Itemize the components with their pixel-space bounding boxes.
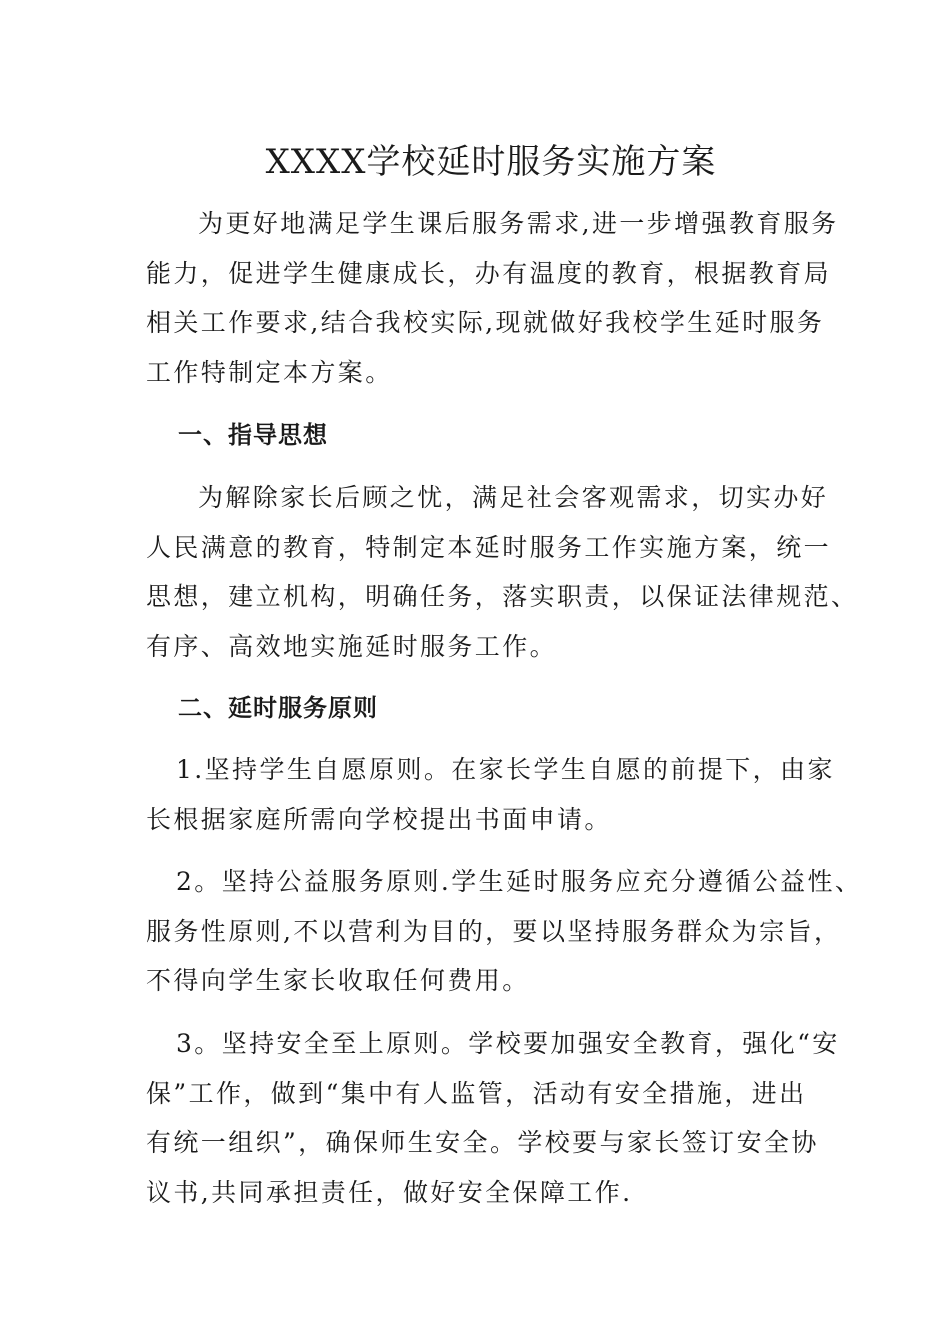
paragraph-line: 3。坚持安全至上原则。学校要加强安全教育，强化“安 (176, 1029, 840, 1058)
intro-paragraph (146, 199, 839, 397)
principle-item-1 (146, 745, 835, 844)
paragraph-line: 人民满意的教育，特制定本延时服务工作实施方案，统一 (146, 532, 832, 562)
paragraph-line: 长根据家庭所需向学校提出书面申请。 (146, 804, 612, 834)
paragraph-line: 议书,共同承担责任，做好安全保障工作. (146, 1177, 633, 1207)
paragraph-line: 保”工作，做到“集中有人监管，活动有安全措施，进出 (146, 1078, 807, 1108)
principle-item-2 (146, 857, 863, 1006)
paragraph-line: 不得向学生家长收取任何费用。 (146, 966, 530, 996)
section-heading-guiding-ideology: 一、指导思想 (178, 421, 328, 449)
paragraph-line: 有序、高效地实施延时服务工作。 (146, 631, 558, 661)
paragraph-line: 为更好地满足学生课后服务需求,进一步增强教育服务 (198, 209, 839, 238)
guiding-ideology-paragraph (146, 473, 859, 671)
paragraph-line: 思想，建立机构，明确任务，落实职责，以保证法律规范、 (146, 582, 859, 612)
paragraph-line: 服务性原则,不以营利为目的，要以坚持服务群众为宗旨， (146, 916, 842, 946)
document-title: XXXX学校延时服务实施方案 (265, 142, 717, 182)
paragraph-line: 有统一组织”，确保师生安全。学校要与家长签订安全协 (146, 1128, 819, 1158)
paragraph-line: 工作特制定本方案。 (146, 357, 393, 387)
paragraph-line: 相关工作要求,结合我校实际,现就做好我校学生延时服务 (146, 308, 825, 338)
paragraph-line: 为解除家长后顾之忧，满足社会客观需求，切实办好 (198, 483, 829, 512)
paragraph-line: 2。坚持公益服务原则.学生延时服务应充分遵循公益性、 (176, 867, 863, 896)
paragraph-line: 1.坚持学生自愿原则。在家长学生自愿的前提下，由家 (176, 755, 835, 784)
principle-item-3 (146, 1019, 840, 1217)
section-heading-service-principles: 二、延时服务原则 (178, 694, 378, 722)
paragraph-line: 能力，促进学生健康成长，办有温度的教育，根据教育局 (146, 258, 832, 288)
